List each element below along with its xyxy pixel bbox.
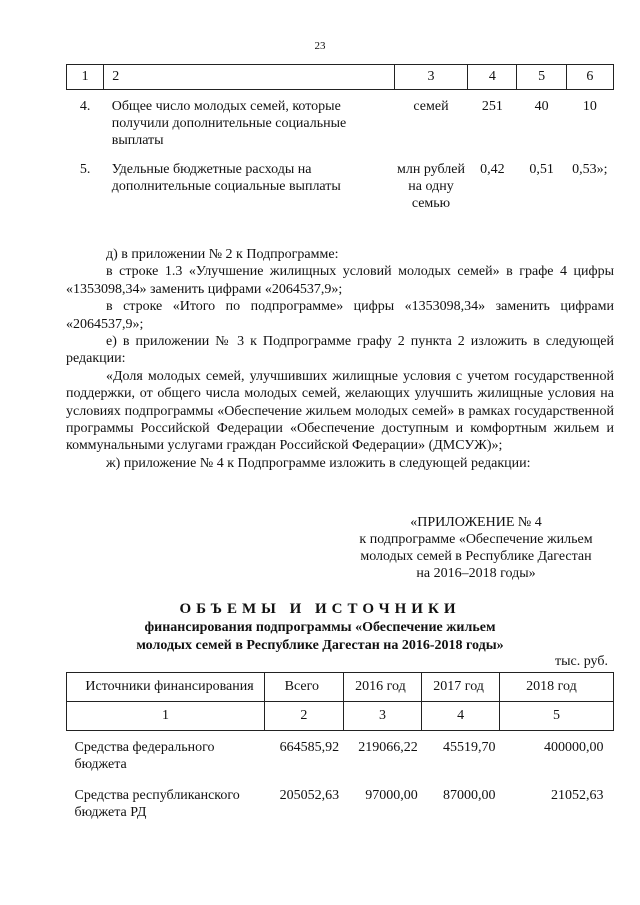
row-number: 5.	[79, 162, 91, 177]
funding-table	[66, 672, 614, 827]
appendix-line: «ПРИЛОЖЕНИЕ № 4	[410, 515, 542, 530]
column-header: 5	[517, 65, 566, 90]
column-number: 1	[67, 702, 265, 731]
column-header: 6	[566, 65, 613, 90]
column-header: 2	[104, 65, 395, 90]
column-header: Источники финансирования	[67, 673, 265, 702]
table-row	[67, 90, 614, 150]
row-value-2017: 0,51	[529, 162, 554, 177]
row-value-2018: 0,53»;	[572, 162, 608, 177]
funding-2017: 45519,70	[442, 740, 496, 755]
appendix-line: к подпрограмме «Обеспечение жильем	[359, 532, 593, 547]
appendix-line: молодых семей в Республике Дагестан	[360, 549, 592, 564]
column-number: 5	[499, 702, 613, 731]
paragraph: д) в приложении № 2 к Подпрограмме:	[106, 247, 339, 262]
table-row	[67, 731, 614, 780]
column-number: 3	[343, 702, 422, 731]
row-value-2017: 40	[534, 99, 549, 114]
row-number: 4.	[79, 99, 91, 114]
row-unit: семей	[413, 99, 449, 114]
table-header-row	[67, 673, 614, 702]
indicators-table	[66, 64, 614, 212]
funding-source: Средства республиканского бюджета РД	[74, 788, 240, 820]
appendix-header	[338, 514, 614, 582]
funding-total: 205052,63	[279, 788, 340, 803]
paragraph: в строке 1.3 «Улучшение жилищных условий молодых семей» в графе 4 цифры «1353098,34» заменить цифрами «2064537,9»;	[66, 264, 614, 297]
funding-2018: 400000,00	[544, 740, 604, 755]
page-number: 23	[314, 40, 326, 52]
row-unit: млн рублей на одну семью	[397, 162, 465, 211]
unit-label: тыс. руб.	[555, 654, 608, 669]
paragraph: ж) приложение № 4 к Подпрограмме изложить в следующей редакции:	[106, 455, 531, 471]
funding-2016: 219066,22	[358, 740, 418, 755]
funding-2018: 21052,63	[551, 788, 604, 803]
document-subtitle	[0, 619, 640, 654]
column-number: 2	[265, 702, 344, 731]
column-header: 1	[67, 65, 104, 90]
paragraph: «Доля молодых семей, улучшивших жилищные условия с учетом государственной поддержки, от общего числа молодых семей, желающих улучшить жилищные условия на условиях подпрограммы «Обеспечение жильем молодых семей» в рамках государственной программы Российской Федерации «Обеспечение доступным и комфортным жильем и коммунальными услугами граждан Российской Федерации» (ДМСУЖ)»;	[66, 368, 614, 454]
funding-2016: 97000,00	[365, 788, 418, 803]
row-value-2018: 10	[582, 99, 597, 114]
column-header: 2016 год	[343, 673, 422, 702]
column-number: 4	[422, 702, 500, 731]
paragraph: е) в приложении № 3 к Подпрограмме графу 2 пункта 2 изложить в следующей редакции:	[66, 334, 614, 367]
table-header-row	[67, 65, 614, 90]
subtitle-line: молодых семей в Республике Дагестан на 2016-2018 годы»	[136, 637, 504, 653]
column-header: 3	[394, 65, 467, 90]
paragraph: в строке «Итого по подпрограмме» цифры «1353098,34» заменить цифрами «2064537,9»;	[66, 299, 614, 332]
table-row	[67, 149, 614, 212]
column-header: 2017 год	[422, 673, 500, 702]
amendment-text	[66, 246, 614, 472]
row-description: Удельные бюджетные расходы на дополнительные социальные выплаты	[111, 162, 341, 194]
column-number-row	[67, 702, 614, 731]
appendix-line: на 2016–2018 годы»	[416, 566, 536, 581]
column-header: 4	[468, 65, 517, 90]
funding-source: Средства федерального бюджета	[74, 740, 215, 772]
row-value-2016: 0,42	[480, 162, 505, 177]
subtitle-line: финансирования подпрограммы «Обеспечение жильем	[144, 620, 496, 635]
row-value-2016: 251	[481, 99, 503, 114]
row-description: Общее число молодых семей, которые получили дополнительные социальные выплаты	[111, 99, 347, 148]
column-header: 2018 год	[499, 673, 613, 702]
table-row	[67, 779, 614, 827]
document-title: ОБЪЕМЫ И ИСТОЧНИКИ	[179, 601, 461, 617]
funding-2017: 87000,00	[442, 788, 496, 803]
column-header: Всего	[265, 673, 344, 702]
funding-total: 664585,92	[279, 740, 340, 755]
